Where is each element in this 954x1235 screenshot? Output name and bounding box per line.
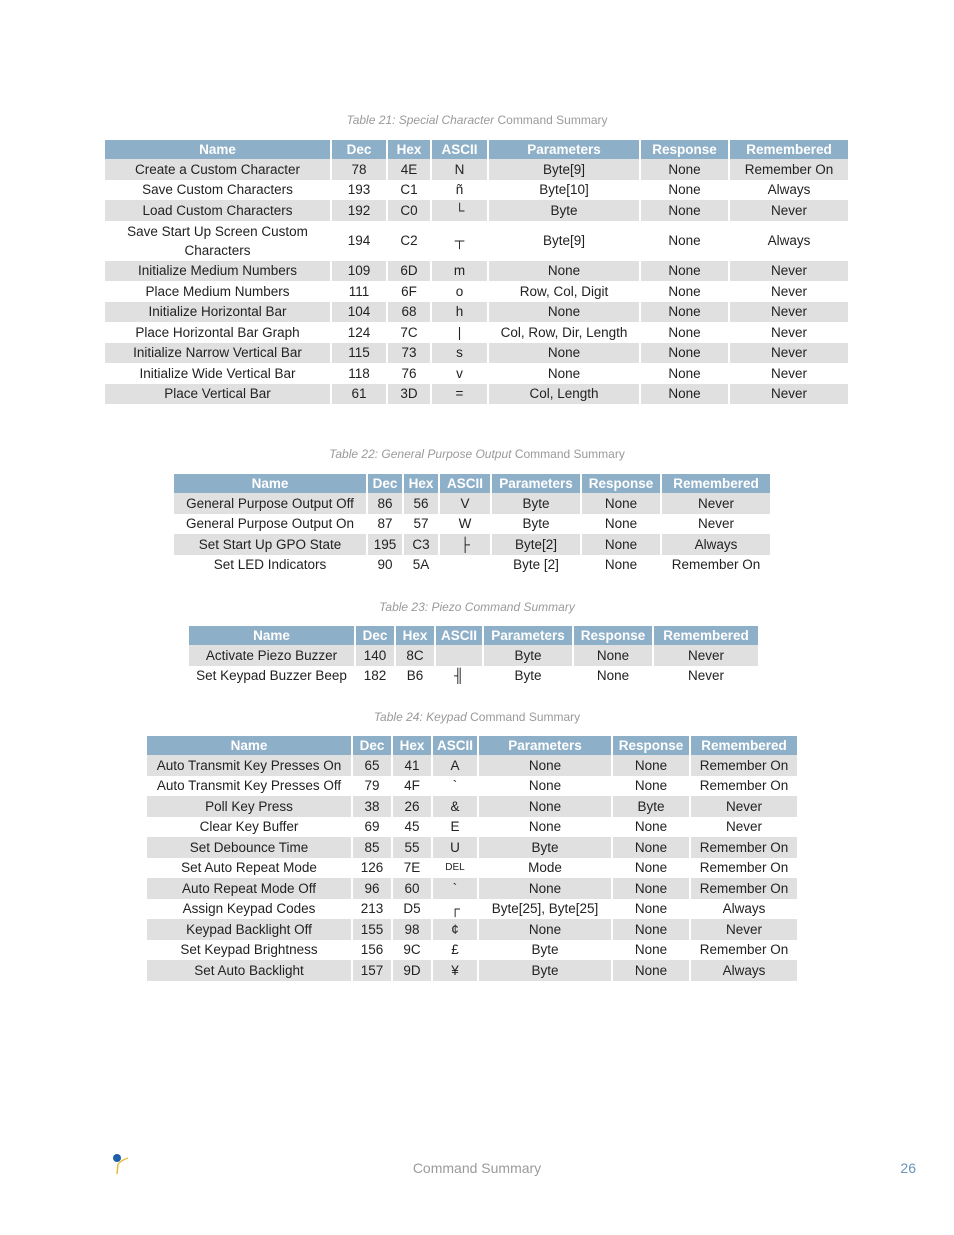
- table-cell: Set LED Indicators: [174, 555, 368, 576]
- table-cell: 140: [356, 645, 396, 666]
- table-cell: =: [432, 384, 489, 405]
- table-cell: None: [613, 755, 691, 776]
- table-cell: None: [582, 555, 662, 576]
- table-cell: Create a Custom Character: [105, 159, 332, 180]
- table-cell: Initialize Wide Vertical Bar: [105, 363, 332, 384]
- table-row: [105, 302, 848, 323]
- table-cell: 3D: [388, 384, 432, 405]
- table-cell: v: [432, 363, 489, 384]
- table-cell: Remember On: [691, 755, 797, 776]
- table-cell: None: [641, 302, 730, 323]
- table-row: [147, 919, 797, 940]
- table-cell: V: [440, 493, 492, 514]
- table-row: [105, 384, 848, 405]
- table-cell: Byte: [484, 666, 574, 687]
- table-cell: 194: [332, 221, 388, 261]
- table-cell: o: [432, 281, 489, 302]
- column-header: ASCII: [433, 736, 479, 755]
- table-cell: Byte: [613, 796, 691, 817]
- table-cell: Never: [770, 365, 807, 381]
- column-header: Name: [147, 736, 353, 755]
- table-cell: Never: [730, 302, 848, 323]
- table-cell: 79: [353, 776, 393, 797]
- table-cell: None: [489, 302, 641, 323]
- table-cell: None: [641, 159, 730, 180]
- table-row: [105, 200, 848, 221]
- table-cell: 104: [332, 302, 388, 323]
- table-cell: 182: [356, 666, 396, 687]
- header-row: [105, 140, 848, 159]
- column-header: Hex: [404, 474, 440, 493]
- table-cell: Never: [730, 200, 848, 221]
- table-cell: Set Start Up GPO State: [174, 534, 368, 555]
- table-cell: D5: [393, 899, 433, 920]
- table-cell: None: [613, 878, 691, 899]
- table-cell: ├: [440, 534, 492, 555]
- table-cell: 157: [353, 960, 393, 981]
- table-cell: None: [489, 261, 641, 282]
- column-header: Remembered: [654, 626, 758, 645]
- table-cell: General Purpose Output On: [174, 514, 368, 535]
- table-cell: 124: [332, 322, 388, 343]
- column-header: Response: [641, 140, 730, 159]
- table-cell: Auto Transmit Key Presses Off: [147, 776, 353, 797]
- table-cell: 115: [332, 343, 388, 364]
- table-cell: U: [433, 837, 479, 858]
- table-cell: 155: [353, 919, 393, 940]
- table-cell: Auto Transmit Key Presses On: [147, 755, 353, 776]
- column-header: Hex: [393, 736, 433, 755]
- table-cell: Remember On: [730, 159, 848, 180]
- table-cell: C1: [388, 180, 432, 201]
- table-row: [105, 281, 848, 302]
- table-row: [105, 343, 848, 364]
- table-cell: None: [613, 858, 691, 879]
- table-cell: None: [641, 363, 730, 384]
- table-cell: C0: [388, 200, 432, 221]
- column-header: Response: [582, 474, 662, 493]
- table-row: [174, 555, 770, 576]
- table-cell: Always: [767, 233, 811, 248]
- table-cell: Never: [770, 283, 807, 299]
- table-cell: N: [432, 159, 489, 180]
- table-cell: Initialize Medium Numbers: [105, 261, 332, 282]
- table-cell: General Purpose Output Off: [174, 493, 368, 514]
- column-header: Parameters: [489, 140, 641, 159]
- table-cell: Save Start Up Screen Custom Characters: [105, 221, 332, 261]
- column-header: Name: [189, 626, 356, 645]
- table-cell: None: [479, 755, 613, 776]
- table-cell: Never: [730, 261, 848, 282]
- table-cell: None: [613, 899, 691, 920]
- table-cell: 156: [353, 940, 393, 961]
- table-cell: None: [479, 878, 613, 899]
- table-cell: 6F: [388, 281, 432, 302]
- table-cell: Remember On: [691, 837, 797, 858]
- table-cell: Byte[9]: [489, 221, 641, 261]
- table-row: [174, 514, 770, 535]
- table-cell: None: [479, 776, 613, 797]
- table-cell: `: [433, 776, 479, 797]
- table-cell: E: [433, 817, 479, 838]
- table-cell: Always: [691, 960, 797, 981]
- table-cell: None: [613, 776, 691, 797]
- caption-italic: Table 22: General Purpose Output: [329, 447, 512, 461]
- table-cell: Byte: [492, 514, 582, 535]
- table-cell: Never: [691, 919, 797, 940]
- table-row: [147, 858, 797, 879]
- table-cell: 65: [353, 755, 393, 776]
- table-cell: None: [479, 817, 613, 838]
- table-cell: Byte: [489, 200, 641, 221]
- table-cell: 9D: [393, 960, 433, 981]
- header-row: [174, 474, 770, 493]
- table-cell: 213: [353, 899, 393, 920]
- column-header: Name: [105, 140, 332, 159]
- special-character-table: [105, 140, 848, 404]
- table-cell: Set Auto Backlight: [147, 960, 353, 981]
- table-cell: Never: [662, 493, 770, 514]
- table-cell: None: [613, 837, 691, 858]
- table-cell: 78: [332, 159, 388, 180]
- table-cell: &: [433, 796, 479, 817]
- table-cell: m: [432, 261, 489, 282]
- header-row: [147, 736, 797, 755]
- table-cell: None: [613, 960, 691, 981]
- table-cell: Place Medium Numbers: [105, 281, 332, 302]
- table-row: [147, 837, 797, 858]
- page-number: 26: [900, 1160, 916, 1176]
- table-cell: None: [641, 384, 730, 405]
- table-cell: None: [582, 514, 662, 535]
- table-cell: None: [479, 796, 613, 817]
- table-21-caption: [0, 113, 954, 127]
- table-cell: None: [574, 645, 654, 666]
- column-header: ASCII: [432, 140, 489, 159]
- table-cell: Byte: [484, 645, 574, 666]
- table-cell: DEL: [433, 858, 479, 879]
- table-cell: Remember On: [699, 778, 789, 794]
- table-cell: None: [641, 180, 730, 201]
- caption-italic: Table 24: Keypad: [373, 710, 467, 724]
- caption-rest: Command Summary: [511, 447, 625, 461]
- table-cell: 86: [368, 493, 404, 514]
- table-cell: Remember On: [691, 878, 797, 899]
- table-row: [147, 755, 797, 776]
- column-header: Hex: [388, 140, 432, 159]
- table-cell: Keypad Backlight Off: [147, 919, 353, 940]
- column-header: Dec: [368, 474, 404, 493]
- table-cell: 7C: [388, 322, 432, 343]
- column-header: Remembered: [691, 736, 797, 755]
- table-cell: ñ: [432, 180, 489, 201]
- caption-rest: Command Summary: [494, 113, 608, 127]
- table-cell: ┌: [433, 899, 479, 920]
- table-24-caption: [0, 710, 954, 724]
- footer-title: Command Summary: [412, 1160, 542, 1176]
- table-cell: Never: [691, 796, 797, 817]
- table-cell: 55: [393, 837, 433, 858]
- table-cell: 109: [332, 261, 388, 282]
- table-row: [174, 534, 770, 555]
- table-cell: Byte[2]: [492, 534, 582, 555]
- table-cell: └: [432, 200, 489, 221]
- table-cell: 85: [353, 837, 393, 858]
- table-cell: 4E: [388, 159, 432, 180]
- header-row: [189, 626, 758, 645]
- table-cell: ¢: [433, 919, 479, 940]
- column-header: Dec: [353, 736, 393, 755]
- table-cell: 26: [393, 796, 433, 817]
- table-cell: 192: [332, 200, 388, 221]
- table-cell: Never: [770, 324, 807, 340]
- table-cell: 76: [388, 363, 432, 384]
- table-cell: None: [641, 343, 730, 364]
- table-cell: Always: [767, 182, 811, 198]
- caption-italic: Table 23: Piezo Command Summary: [379, 600, 575, 614]
- column-header: Parameters: [484, 626, 574, 645]
- table-row: [105, 322, 848, 343]
- table-cell: Mode: [479, 858, 613, 879]
- table-cell: 195: [368, 534, 404, 555]
- table-22-caption: [0, 447, 954, 461]
- table-cell: h: [432, 302, 489, 323]
- table-cell: Always: [722, 901, 766, 917]
- column-header: Remembered: [662, 474, 770, 493]
- keypad-table: [147, 736, 797, 981]
- table-cell: Never: [725, 819, 762, 835]
- table-cell: [436, 645, 484, 666]
- piezo-table: [189, 626, 758, 686]
- table-cell: Load Custom Characters: [105, 200, 332, 221]
- table-cell: W: [440, 514, 492, 535]
- table-cell: ¥: [433, 960, 479, 981]
- table-cell: Initialize Narrow Vertical Bar: [105, 343, 332, 364]
- table-cell: 73: [388, 343, 432, 364]
- table-cell: None: [489, 343, 641, 364]
- table-row: [105, 180, 848, 201]
- table-cell: Byte[10]: [489, 180, 641, 201]
- table-cell: 68: [388, 302, 432, 323]
- table-cell: Byte[25], Byte[25]: [479, 899, 613, 920]
- table-cell: Byte [2]: [492, 555, 582, 576]
- table-cell: Never: [730, 343, 848, 364]
- table-cell: Set Auto Repeat Mode: [147, 858, 353, 879]
- table-cell: 96: [353, 878, 393, 899]
- table-cell: Col, Row, Dir, Length: [489, 322, 641, 343]
- table-row: [105, 363, 848, 384]
- table-cell: Byte: [479, 837, 613, 858]
- table-row: [189, 645, 758, 666]
- column-header: Response: [574, 626, 654, 645]
- table-cell: 98: [393, 919, 433, 940]
- table-cell: None: [613, 817, 691, 838]
- table-cell: Activate Piezo Buzzer: [189, 645, 356, 666]
- table-cell: Set Keypad Brightness: [147, 940, 353, 961]
- table-row: [147, 878, 797, 899]
- table-cell: Clear Key Buffer: [147, 817, 353, 838]
- table-row: [105, 221, 848, 261]
- table-cell: 6D: [388, 261, 432, 282]
- table-cell: 45: [393, 817, 433, 838]
- table-cell: None: [641, 281, 730, 302]
- table-cell: Byte: [492, 493, 582, 514]
- column-header: Dec: [356, 626, 396, 645]
- table-row: [105, 261, 848, 282]
- table-cell: 126: [353, 858, 393, 879]
- table-cell: C3: [404, 534, 440, 555]
- table-cell: None: [582, 493, 662, 514]
- table-cell: C2: [388, 221, 432, 261]
- table-cell: ╢: [436, 666, 484, 687]
- table-cell: 60: [393, 878, 433, 899]
- table-cell: None: [641, 322, 730, 343]
- table-cell: 7E: [393, 858, 433, 879]
- table-cell: 193: [332, 180, 388, 201]
- table-cell: None: [489, 363, 641, 384]
- table-cell: 9C: [393, 940, 433, 961]
- table-cell: Place Horizontal Bar Graph: [105, 322, 332, 343]
- table-cell: Never: [654, 645, 758, 666]
- table-cell: Always: [662, 534, 770, 555]
- table-cell: Col, Length: [489, 384, 641, 405]
- table-cell: s: [432, 343, 489, 364]
- table-cell: Poll Key Press: [147, 796, 353, 817]
- column-header: Response: [613, 736, 691, 755]
- table-cell: Row, Col, Digit: [489, 281, 641, 302]
- table-cell: None: [574, 666, 654, 687]
- table-cell: None: [641, 261, 730, 282]
- table-cell: Remember On: [699, 860, 789, 876]
- column-header: ASCII: [436, 626, 484, 645]
- table-cell: Byte[9]: [489, 159, 641, 180]
- table-cell: Initialize Horizontal Bar: [105, 302, 332, 323]
- table-cell: Assign Keypad Codes: [147, 899, 353, 920]
- table-cell: Set Debounce Time: [147, 837, 353, 858]
- table-cell: ┬: [432, 221, 489, 261]
- table-cell: £: [433, 940, 479, 961]
- table-cell: 41: [393, 755, 433, 776]
- table-row: [147, 776, 797, 797]
- table-cell: Place Vertical Bar: [105, 384, 332, 405]
- table-cell: None: [641, 200, 730, 221]
- table-cell: Never: [687, 668, 724, 684]
- table-cell: Never: [697, 516, 734, 532]
- table-cell: 69: [353, 817, 393, 838]
- column-header: Remembered: [730, 140, 848, 159]
- column-header: ASCII: [440, 474, 492, 493]
- table-cell: B6: [396, 666, 436, 687]
- table-cell: `: [433, 878, 479, 899]
- table-cell: 87: [368, 514, 404, 535]
- table-cell: A: [433, 755, 479, 776]
- general-purpose-output-table: [174, 474, 770, 575]
- table-row: [189, 666, 758, 687]
- table-row: [147, 817, 797, 838]
- table-cell: 5A: [404, 555, 440, 576]
- table-cell: 4F: [393, 776, 433, 797]
- column-header: Parameters: [492, 474, 582, 493]
- table-cell: None: [613, 919, 691, 940]
- caption-italic: Table 21: Special Character: [346, 113, 495, 127]
- column-header: Name: [174, 474, 368, 493]
- table-cell: Remember On: [671, 557, 761, 573]
- table-cell: None: [582, 534, 662, 555]
- table-row: [174, 493, 770, 514]
- table-cell: Byte: [479, 940, 613, 961]
- table-cell: 56: [404, 493, 440, 514]
- table-cell: Save Custom Characters: [105, 180, 332, 201]
- table-row: [147, 899, 797, 920]
- table-cell: 38: [353, 796, 393, 817]
- table-row: [147, 940, 797, 961]
- table-cell: 111: [332, 281, 388, 302]
- column-header: Hex: [396, 626, 436, 645]
- table-cell: [440, 555, 492, 576]
- table-cell: Never: [730, 384, 848, 405]
- table-23-caption: [0, 600, 954, 614]
- table-row: [147, 960, 797, 981]
- caption-rest: Command Summary: [466, 710, 581, 724]
- table-cell: Byte: [479, 960, 613, 981]
- table-cell: 57: [404, 514, 440, 535]
- table-row: [147, 796, 797, 817]
- table-cell: Auto Repeat Mode Off: [147, 878, 353, 899]
- column-header: Dec: [332, 140, 388, 159]
- table-cell: 8C: [396, 645, 436, 666]
- table-cell: 61: [332, 384, 388, 405]
- table-cell: 90: [368, 555, 404, 576]
- table-cell: Remember On: [699, 942, 789, 958]
- table-cell: None: [613, 940, 691, 961]
- table-cell: None: [641, 221, 730, 261]
- table-cell: Set Keypad Buzzer Beep: [189, 666, 356, 687]
- table-cell: |: [432, 322, 489, 343]
- column-header: Parameters: [479, 736, 613, 755]
- table-row: [105, 159, 848, 180]
- table-cell: 118: [332, 363, 388, 384]
- table-cell: None: [479, 919, 613, 940]
